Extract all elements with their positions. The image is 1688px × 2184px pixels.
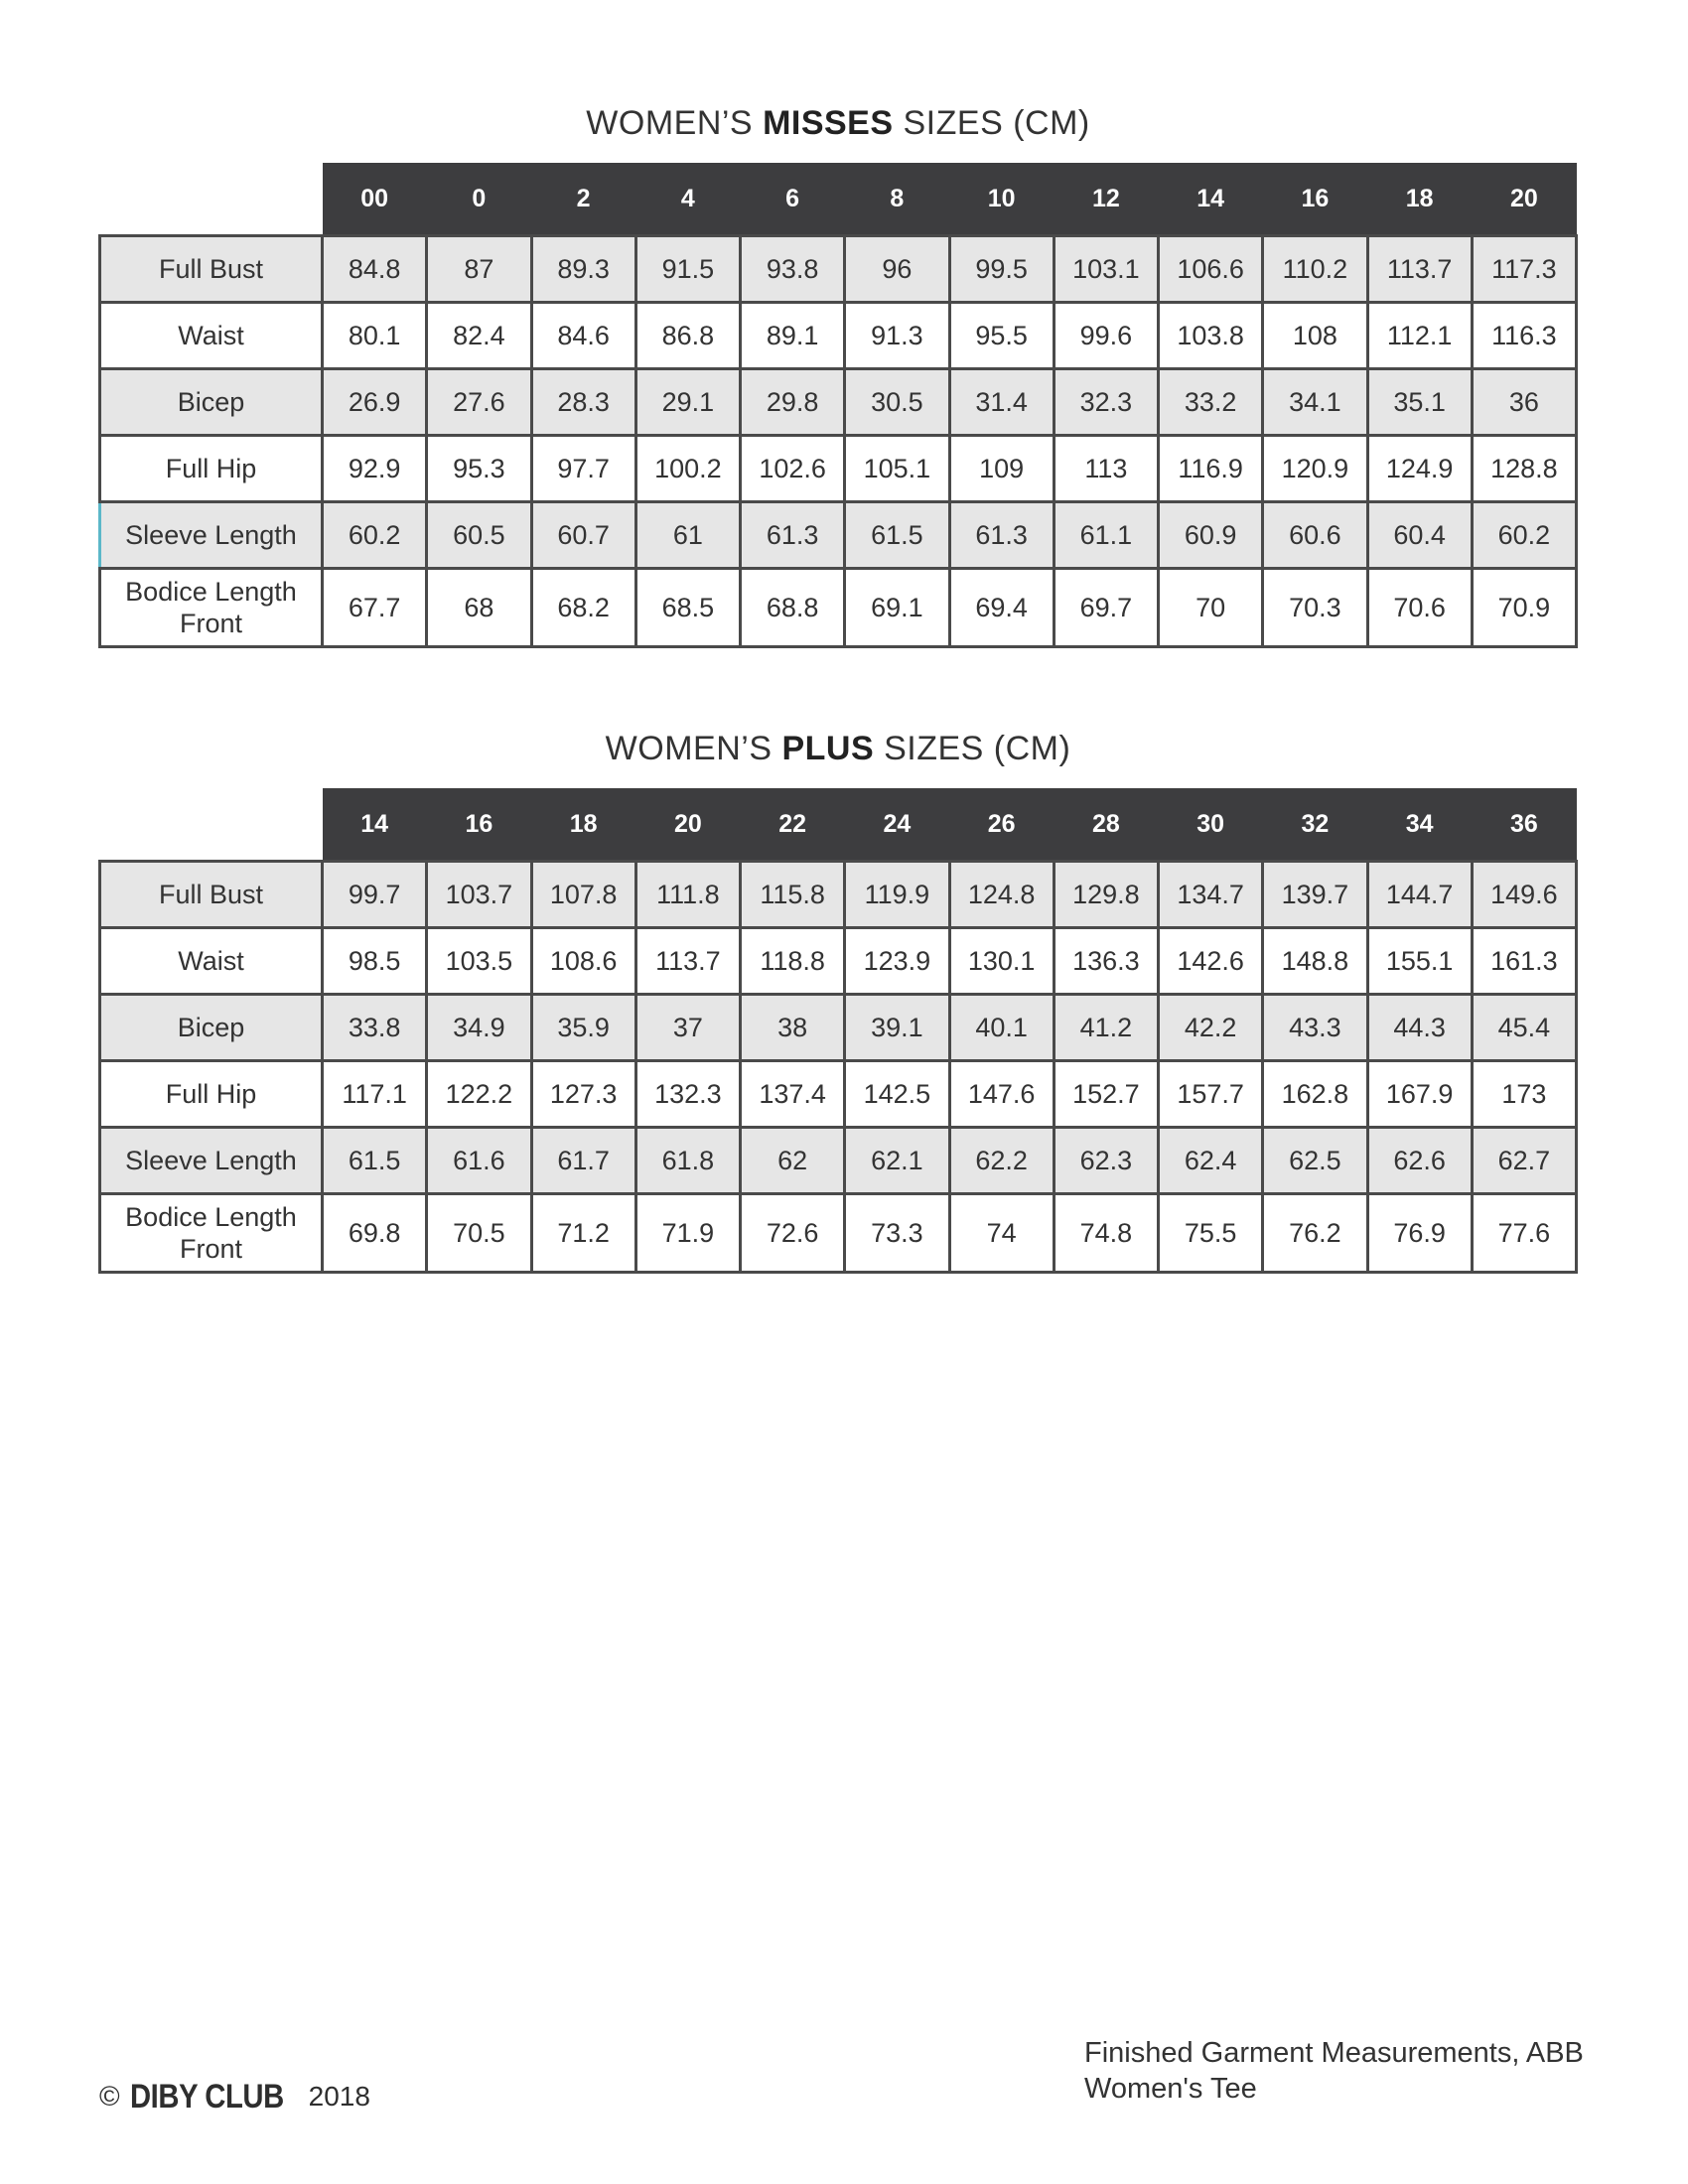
measurement-cell: 167.9 (1367, 1061, 1472, 1128)
measurement-cell: 26.9 (323, 369, 427, 436)
measurement-cell: 119.9 (845, 862, 949, 928)
measurement-cell: 80.1 (323, 303, 427, 369)
measurement-cell: 77.6 (1472, 1194, 1576, 1273)
measurement-cell: 124.9 (1367, 436, 1472, 502)
size-header: 16 (1263, 163, 1367, 236)
measurement-cell: 69.7 (1054, 569, 1158, 647)
measurement-cell: 161.3 (1472, 928, 1576, 995)
size-header: 6 (741, 163, 845, 236)
size-header: 18 (1367, 163, 1472, 236)
measurement-cell: 28.3 (531, 369, 635, 436)
measurement-cell: 27.6 (427, 369, 531, 436)
measurement-cell: 92.9 (323, 436, 427, 502)
row-label: Bodice Length Front (100, 569, 323, 647)
size-header: 34 (1367, 788, 1472, 862)
measurement-cell: 40.1 (949, 995, 1054, 1061)
measurement-cell: 108 (1263, 303, 1367, 369)
measurement-cell: 41.2 (1054, 995, 1158, 1061)
measurement-cell: 103.8 (1159, 303, 1263, 369)
size-header: 24 (845, 788, 949, 862)
measurement-cell: 89.3 (531, 236, 635, 303)
measurement-cell: 29.1 (635, 369, 740, 436)
size-header: 32 (1263, 788, 1367, 862)
measurement-cell: 76.2 (1263, 1194, 1367, 1273)
row-label: Sleeve Length (100, 502, 323, 569)
size-header: 4 (635, 163, 740, 236)
size-header: 8 (845, 163, 949, 236)
measurement-cell: 102.6 (741, 436, 845, 502)
row-label: Full Hip (100, 1061, 323, 1128)
measurement-cell: 38 (741, 995, 845, 1061)
misses-size-table (98, 163, 1578, 648)
measurement-cell: 62.1 (845, 1128, 949, 1194)
measurement-cell: 43.3 (1263, 995, 1367, 1061)
measurement-cell: 44.3 (1367, 995, 1472, 1061)
measurement-cell: 74 (949, 1194, 1054, 1273)
row-label: Full Bust (100, 236, 323, 303)
measurement-cell: 96 (845, 236, 949, 303)
row-label: Full Hip (100, 436, 323, 502)
measurement-cell: 70 (1159, 569, 1263, 647)
measurement-cell: 155.1 (1367, 928, 1472, 995)
size-header: 14 (323, 788, 427, 862)
measurement-cell: 61.3 (741, 502, 845, 569)
measurement-cell: 100.2 (635, 436, 740, 502)
measurement-cell: 144.7 (1367, 862, 1472, 928)
size-header: 18 (531, 788, 635, 862)
measurement-cell: 116.3 (1472, 303, 1576, 369)
measurement-cell: 75.5 (1159, 1194, 1263, 1273)
measurement-cell: 33.8 (323, 995, 427, 1061)
measurement-cell: 84.6 (531, 303, 635, 369)
measurement-cell: 69.8 (323, 1194, 427, 1273)
measurement-cell: 33.2 (1159, 369, 1263, 436)
measurement-cell: 82.4 (427, 303, 531, 369)
table-row (100, 369, 1577, 436)
measurement-cell: 74.8 (1054, 1194, 1158, 1273)
table-row (100, 569, 1577, 647)
size-header: 16 (427, 788, 531, 862)
measurement-cell: 122.2 (427, 1061, 531, 1128)
measurement-cell: 157.7 (1159, 1061, 1263, 1128)
measurement-cell: 62 (741, 1128, 845, 1194)
table-row (100, 862, 1577, 928)
table-row (100, 502, 1577, 569)
measurement-cell: 42.2 (1159, 995, 1263, 1061)
measurement-cell: 103.7 (427, 862, 531, 928)
measurement-cell: 106.6 (1159, 236, 1263, 303)
row-label: Full Bust (100, 862, 323, 928)
measurement-cell: 61.5 (323, 1128, 427, 1194)
measurement-cell: 128.8 (1472, 436, 1576, 502)
measurement-cell: 62.2 (949, 1128, 1054, 1194)
measurement-cell: 113.7 (1367, 236, 1472, 303)
measurement-cell: 95.3 (427, 436, 531, 502)
measurement-cell: 86.8 (635, 303, 740, 369)
measurement-cell: 62.3 (1054, 1128, 1158, 1194)
size-header: 14 (1159, 163, 1263, 236)
measurement-cell: 34.9 (427, 995, 531, 1061)
copyright-year: 2018 (308, 2081, 370, 2112)
size-header: 30 (1159, 788, 1263, 862)
measurement-cell: 98.5 (323, 928, 427, 995)
measurement-cell: 68.8 (741, 569, 845, 647)
measurement-cell: 61.1 (1054, 502, 1158, 569)
measurement-cell: 69.4 (949, 569, 1054, 647)
measurement-cell: 124.8 (949, 862, 1054, 928)
size-header: 36 (1472, 788, 1576, 862)
measurement-cell: 149.6 (1472, 862, 1576, 928)
measurement-cell: 60.2 (323, 502, 427, 569)
misses-section (98, 95, 1578, 648)
row-label: Bicep (100, 995, 323, 1061)
measurement-cell: 97.7 (531, 436, 635, 502)
measurement-cell: 72.6 (741, 1194, 845, 1273)
measurement-cell: 60.4 (1367, 502, 1472, 569)
table-row (100, 1128, 1577, 1194)
measurement-cell: 73.3 (845, 1194, 949, 1273)
measurement-cell: 70.9 (1472, 569, 1576, 647)
measurement-cell: 34.1 (1263, 369, 1367, 436)
measurement-cell: 37 (635, 995, 740, 1061)
table-row (100, 928, 1577, 995)
plus-title: WOMEN’S PLUS SIZES (CM) (605, 730, 1071, 767)
measurement-cell: 162.8 (1263, 1061, 1367, 1128)
measurement-cell: 45.4 (1472, 995, 1576, 1061)
measurement-cell: 110.2 (1263, 236, 1367, 303)
measurement-cell: 62.4 (1159, 1128, 1263, 1194)
measurement-cell: 117.1 (323, 1061, 427, 1128)
measurement-cell: 67.7 (323, 569, 427, 647)
measurement-cell: 116.9 (1159, 436, 1263, 502)
measurement-cell: 93.8 (741, 236, 845, 303)
measurement-cell: 61.5 (845, 502, 949, 569)
measurement-cell: 71.2 (531, 1194, 635, 1273)
measurement-cell: 111.8 (635, 862, 740, 928)
measurement-cell: 61.6 (427, 1128, 531, 1194)
measurement-cell: 70.3 (1263, 569, 1367, 647)
measurement-cell: 142.6 (1159, 928, 1263, 995)
measurement-cell: 118.8 (741, 928, 845, 995)
misses-title: WOMEN’S MISSES SIZES (CM) (586, 104, 1090, 142)
row-label: Bicep (100, 369, 323, 436)
measurement-cell: 60.2 (1472, 502, 1576, 569)
table-row (100, 436, 1577, 502)
measurement-cell: 35.9 (531, 995, 635, 1061)
misses-header-row (100, 163, 1577, 236)
size-header: 22 (741, 788, 845, 862)
measurement-cell: 70.6 (1367, 569, 1472, 647)
measurement-cell: 70.5 (427, 1194, 531, 1273)
measurement-cell: 84.8 (323, 236, 427, 303)
measurement-cell: 99.5 (949, 236, 1054, 303)
row-label: Waist (100, 928, 323, 995)
measurement-cell: 113 (1054, 436, 1158, 502)
measurement-cell: 68.5 (635, 569, 740, 647)
measurement-cell: 127.3 (531, 1061, 635, 1128)
row-label: Sleeve Length (100, 1128, 323, 1194)
measurement-cell: 113.7 (635, 928, 740, 995)
measurement-cell: 60.7 (531, 502, 635, 569)
copyright-symbol: © (99, 2081, 120, 2112)
table-row (100, 303, 1577, 369)
plus-size-table (98, 788, 1578, 1274)
size-header: 26 (949, 788, 1054, 862)
measurement-cell: 69.1 (845, 569, 949, 647)
measurement-cell: 105.1 (845, 436, 949, 502)
copyright-notice (99, 2077, 370, 2116)
measurement-cell: 120.9 (1263, 436, 1367, 502)
size-header: 2 (531, 163, 635, 236)
size-header: 10 (949, 163, 1054, 236)
measurement-cell: 103.1 (1054, 236, 1158, 303)
caption-line: Finished Garment Measurements, ABB (1084, 2037, 1584, 2069)
measurement-cell: 132.3 (635, 1061, 740, 1128)
plus-section (98, 721, 1578, 1274)
measurement-cell: 129.8 (1054, 862, 1158, 928)
measurement-cell: 109 (949, 436, 1054, 502)
measurement-cell: 115.8 (741, 862, 845, 928)
measurement-cell: 62.7 (1472, 1128, 1576, 1194)
measurement-cell: 61 (635, 502, 740, 569)
measurement-cell: 89.1 (741, 303, 845, 369)
measurement-cell: 30.5 (845, 369, 949, 436)
measurement-cell: 107.8 (531, 862, 635, 928)
measurement-cell: 68.2 (531, 569, 635, 647)
row-label: Waist (100, 303, 323, 369)
measurement-cell: 173 (1472, 1061, 1576, 1128)
measurement-cell: 62.5 (1263, 1128, 1367, 1194)
table-row (100, 1194, 1577, 1273)
measurement-cell: 134.7 (1159, 862, 1263, 928)
measurement-cell: 108.6 (531, 928, 635, 995)
measurement-cell: 36 (1472, 369, 1576, 436)
size-header: 28 (1054, 788, 1158, 862)
measurement-cell: 139.7 (1263, 862, 1367, 928)
measurement-cell: 147.6 (949, 1061, 1054, 1128)
measurement-cell: 60.5 (427, 502, 531, 569)
measurement-cell: 87 (427, 236, 531, 303)
measurement-cell: 112.1 (1367, 303, 1472, 369)
brand-logo: DIBY CLUB (129, 2077, 284, 2116)
measurement-cell: 71.9 (635, 1194, 740, 1273)
measurement-cell: 60.9 (1159, 502, 1263, 569)
measurement-cell: 103.5 (427, 928, 531, 995)
measurement-cell: 148.8 (1263, 928, 1367, 995)
size-header: 00 (323, 163, 427, 236)
corner-cell (100, 788, 323, 862)
measurement-cell: 91.5 (635, 236, 740, 303)
document-caption (1084, 2035, 1584, 2107)
measurement-cell: 35.1 (1367, 369, 1472, 436)
measurement-cell: 32.3 (1054, 369, 1158, 436)
measurement-cell: 61.7 (531, 1128, 635, 1194)
measurement-cell: 76.9 (1367, 1194, 1472, 1273)
caption-line: Women's Tee (1084, 2073, 1257, 2105)
measurement-cell: 152.7 (1054, 1061, 1158, 1128)
measurement-cell: 68 (427, 569, 531, 647)
measurement-cell: 142.5 (845, 1061, 949, 1128)
measurement-cell: 136.3 (1054, 928, 1158, 995)
measurement-cell: 60.6 (1263, 502, 1367, 569)
measurement-cell: 99.6 (1054, 303, 1158, 369)
size-header: 20 (635, 788, 740, 862)
size-header: 0 (427, 163, 531, 236)
measurement-cell: 99.7 (323, 862, 427, 928)
table-row (100, 995, 1577, 1061)
row-label: Bodice Length Front (100, 1194, 323, 1273)
size-header: 20 (1472, 163, 1576, 236)
size-header: 12 (1054, 163, 1158, 236)
table-row (100, 236, 1577, 303)
table-row (100, 1061, 1577, 1128)
measurement-cell: 130.1 (949, 928, 1054, 995)
measurement-cell: 95.5 (949, 303, 1054, 369)
measurement-cell: 39.1 (845, 995, 949, 1061)
measurement-cell: 61.8 (635, 1128, 740, 1194)
plus-header-row (100, 788, 1577, 862)
measurement-cell: 91.3 (845, 303, 949, 369)
measurement-cell: 123.9 (845, 928, 949, 995)
measurement-cell: 62.6 (1367, 1128, 1472, 1194)
measurement-cell: 117.3 (1472, 236, 1576, 303)
measurement-cell: 137.4 (741, 1061, 845, 1128)
measurement-cell: 31.4 (949, 369, 1054, 436)
measurement-cell: 29.8 (741, 369, 845, 436)
corner-cell (100, 163, 323, 236)
measurement-cell: 61.3 (949, 502, 1054, 569)
